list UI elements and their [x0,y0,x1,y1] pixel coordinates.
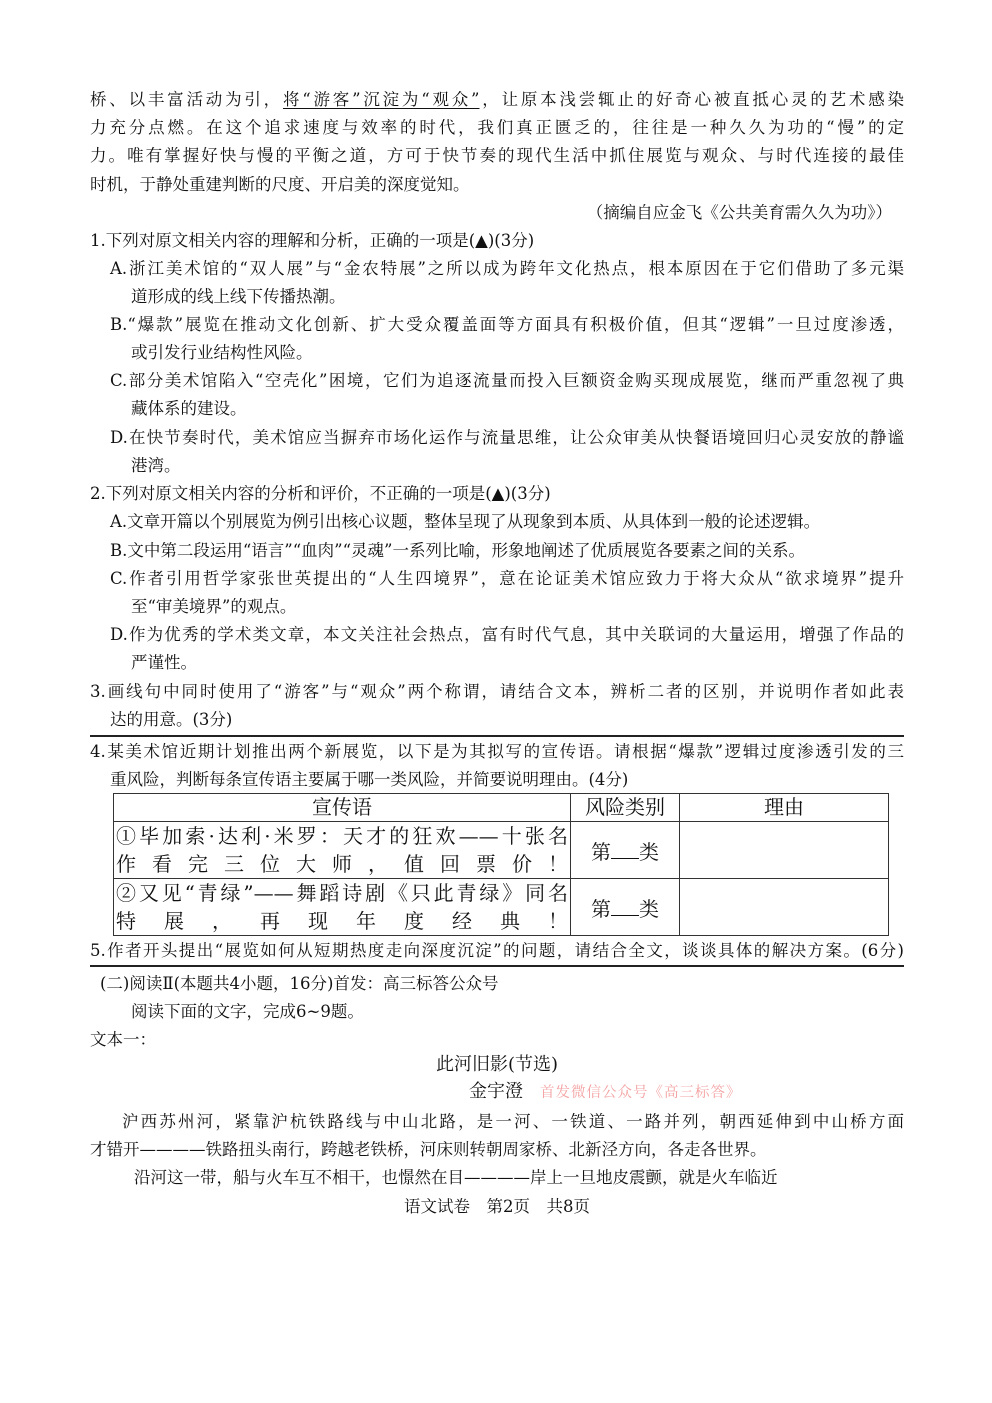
q2-stem: 2.下列对原文相关内容的分析和评价，不正确的一项是(▲)(3分) [90,484,551,503]
answer-blank[interactable] [611,897,639,916]
article-author: 金宇澄 [469,1081,523,1102]
text: 类 [639,896,659,921]
q2-option-d: D.作为优秀的学术类文章，本文关注社会热点，富有时代气息，其中关联词的大量运用，增强了作品的 [110,625,904,644]
q4-stem: 4.某美术馆近期计划推出两个新展览，以下是为其拟写的宣传语。请根据“爆款”逻辑过度渗透引发的三 [90,742,904,761]
table-row [114,822,889,879]
article-line: 沪西苏州河，紧靠沪杭铁路线与中山北路，是一河、一铁道、一路并列，朝西延伸到中山桥方面 [122,1112,904,1131]
text: 类 [639,839,659,864]
q1-option-b-cont: 或引发行业结构性风险。 [131,343,313,362]
slogan-line: ②又见“青绿”——舞蹈诗剧《只此青绿》同名 [116,881,568,905]
passage-line [90,88,904,112]
passage-line: 力充分点燃。在这个追求速度与效率的时代，我们真正匮乏的，往往是一种久久为功的“慢”的定 [90,118,904,137]
slogan-line: 作看完三位大师，值回票价！ [116,852,568,876]
reason-cell[interactable] [680,879,889,936]
q1-option-c-cont: 藏体系的建设。 [131,399,247,418]
table-row [114,879,889,936]
q4-stem-cont: 重风险，判断每条宣传语主要属于哪一类风险，并简要说明理由。(4分) [110,770,629,789]
slogan-line: 特展，再现年度经典！ [116,909,568,933]
page-footer: 语文试卷 第2页 共8页 [404,1197,590,1216]
risk-category-cell [571,879,680,936]
q1-option-c: C.部分美术馆陷入“空壳化”困境，它们为追逐流量而投入巨额资金购买现成展览，继而严重忽视了典 [110,371,904,390]
text: 第 [591,896,611,921]
q3-stem: 3.画线句中同时使用了“游客”与“观众”两个称谓，请结合文本，辨析二者的区别，并说明作者如此表 [90,682,904,701]
text: 第 [591,839,611,864]
text-label: 文本一： [90,1030,156,1049]
q5-stem: 5.作者开头提出“展览如何从短期热度走向深度沉淀”的问题，请结合全文，谈谈具体的解决方案。(6分) [90,941,904,960]
q1-stem: 1.下列对原文相关内容的理解和分析，正确的一项是(▲)(3分) [90,231,535,250]
passage-line: 力。唯有掌握好快与慢的平衡之道，方可于快节奏的现代生活中抓住展览与观众、与时代连接的最佳 [90,146,904,165]
q2-option-c-cont: 至“审美境界”的观点。 [131,597,297,616]
slogan-table [113,793,889,936]
text: ，让原本浅尝辄止的好奇心被直抵心灵的艺术感染 [479,90,905,109]
header-risk-category: 风险类别 [571,794,680,822]
header-reason: 理由 [680,794,889,822]
q2-option-c: C.作者引用哲学家张世英提出的“人生四境界”，意在论证美术馆应致力于将大众从“欲求境界”提升 [110,569,904,588]
answer-blank[interactable] [611,840,639,859]
slogan-line: ①毕加索·达利·米罗：天才的狂欢——十张名 [116,824,568,848]
q1-option-d: D.在快节奏时代，美术馆应当摒弃市场化运作与流量思维，让公众审美从快餐语境回归心灵安放的静谧 [110,428,904,447]
q2-option-d-cont: 严谨性。 [131,653,197,672]
slogan-cell [114,879,571,936]
q1-option-a: A.浙江美术馆的“双人展”与“金农特展”之所以成为跨年文化热点，根本原因在于它们借助了多元渠 [110,259,904,278]
watermark: 首发微信公众号《高三标答》 [540,1085,742,1101]
passage-line: 时机，于静处重建判断的尺度、开启美的深度觉知。 [90,175,470,194]
divider [90,965,904,967]
article-line: 才错开————铁路扭头南行，跨越老铁桥，河床则转朝周家桥、北新泾方向，各走各世界。 [90,1140,767,1159]
header-slogan: 宣传语 [114,794,571,822]
q2-option-a: A.文章开篇以个别展览为例引出核心议题，整体呈现了从现象到本质、从具体到一般的论述逻辑。 [110,512,821,531]
q1-option-b: B.“爆款”展览在推动文化创新、扩大受众覆盖面等方面具有积极价值，但其“逻辑”一旦过度渗透， [110,315,904,334]
underlined-sentence: 将“游客”沉淀为“观众” [282,90,480,109]
q3-stem-cont: 达的用意。(3分) [110,710,233,729]
article-title: 此河旧影(节选) [435,1054,559,1075]
divider [90,735,904,737]
section-instruction: 阅读下面的文字，完成6~9题。 [131,1002,364,1021]
citation: （摘编自应金飞《公共美育需久久为功》） [586,203,892,222]
q1-option-d-cont: 港湾。 [131,456,181,475]
risk-category-cell [571,822,680,879]
article-line: 沿河这一带，船与火车互不相干，也憬然在目————岸上一旦地皮震颤，就是火车临近 [134,1168,778,1187]
q1-option-a-cont: 道形成的线上线下传播热潮。 [131,287,346,306]
reason-cell[interactable] [680,822,889,879]
slogan-cell [114,822,571,879]
text: 桥、以丰富活动为引， [90,90,283,109]
section-heading: (二)阅读Ⅱ(本题共4小题，16分)首发：高三标答公众号 [100,974,499,993]
q2-option-b: B.文中第二段运用“语言”“血肉”“灵魂”一系列比喻，形象地阐述了优质展览各要素之间的关系。 [110,541,805,560]
